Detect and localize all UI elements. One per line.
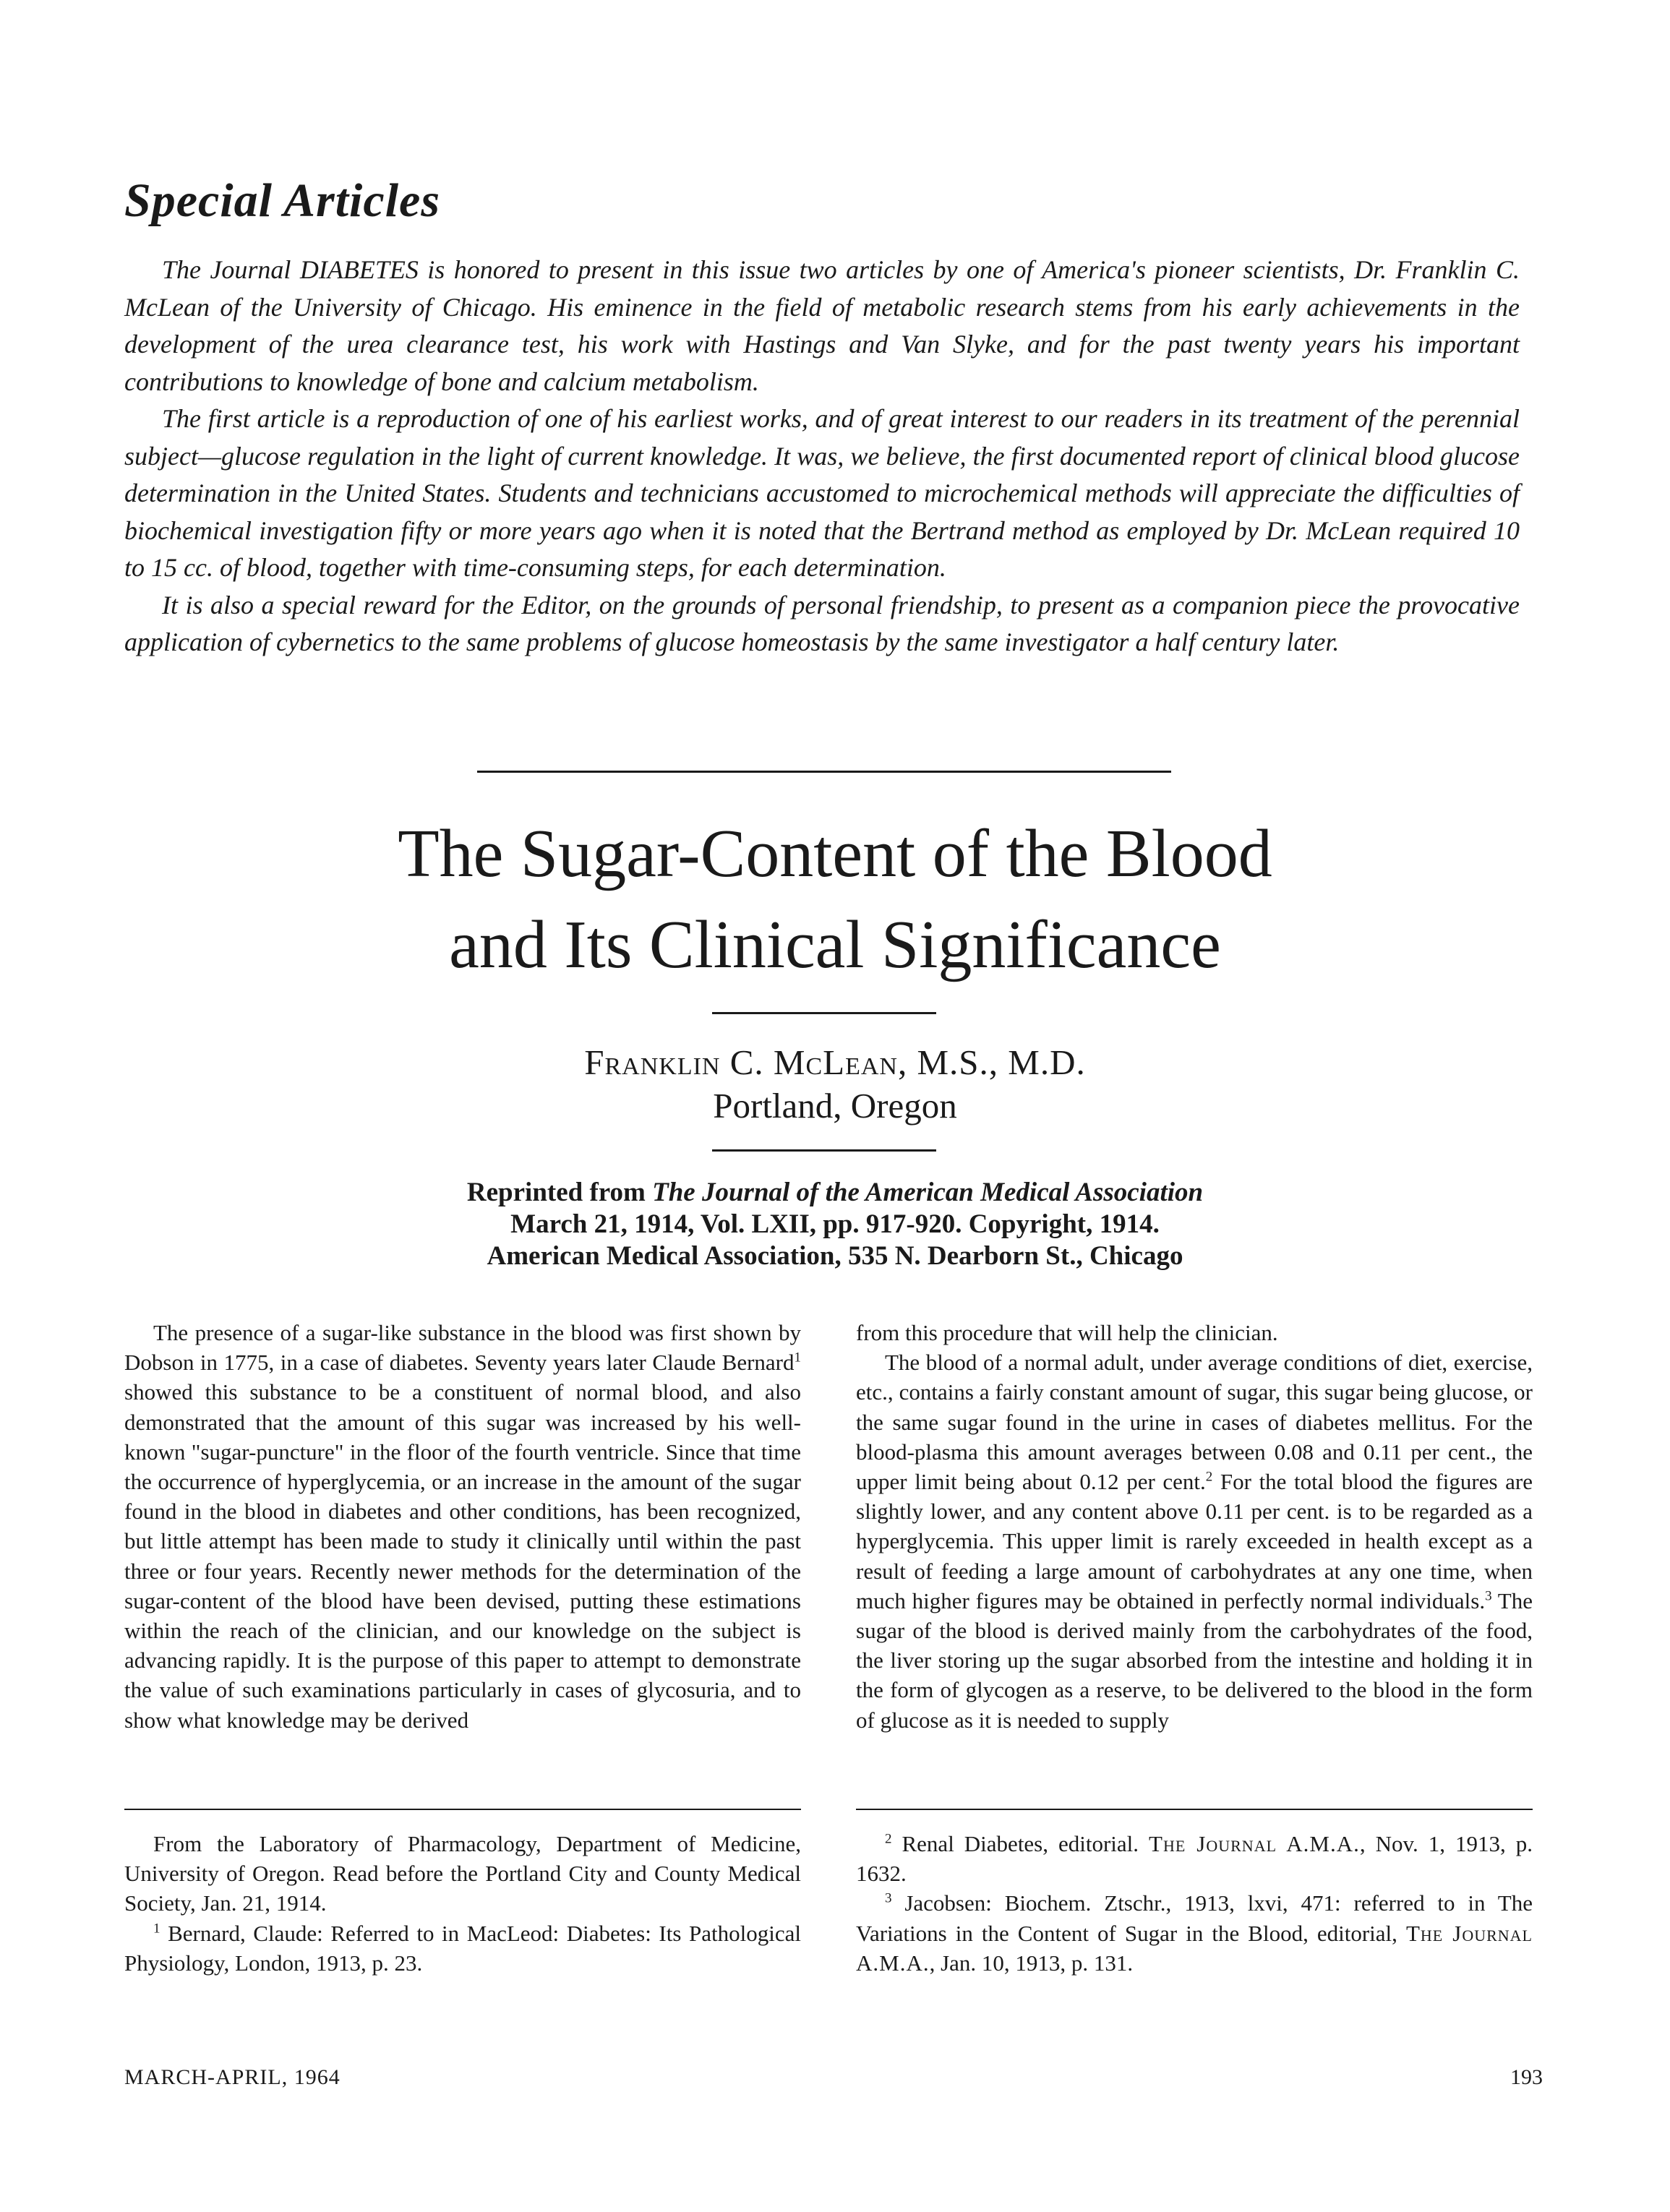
issue-date: MARCH-APRIL, 1964 <box>124 2065 341 2089</box>
footnote-text: Jacobsen: Biochem. Ztschr., 1913, lxvi, 471: referred to in The Variations in the Content of Sugar in the Blood, editorial, <box>856 1890 1533 1946</box>
reprint-line <box>217 1177 1453 1209</box>
footnote-journal: The Journal A.M.A. <box>1149 1831 1360 1856</box>
body-column-left <box>124 1318 801 1735</box>
body-paragraph: from this procedure that will help the clinician. <box>856 1320 1278 1345</box>
divider-rule <box>712 1149 936 1152</box>
body-text: For the total blood the figures are slightly lower, and any content above 0.11 per cent. is to be regarded as a hyperglycemia. This upper limit is rarely exceeded in health except as a result of feeding a large amount of carbohydrates at any one time, when much higher figures may be obtained in perfectly normal individuals. <box>856 1469 1533 1613</box>
intro-paragraph: The first article is a reproduction of one of his earliest works, and of great interest to our readers in its treatment of the perennial subject—glucose regulation in the light of current knowledge. It was, we believe, the first documented report of clinical blood glucose determination in the United States. Students and technicians accustomed to microchemical methods will appreciate the difficulties of biochemical investigation fifty or more years ago when it is noted that the Bertrand method as employed by Dr. McLean required 10 to 15 cc. of blood, together with time-consuming steps, for each determination. <box>124 404 1520 582</box>
body-column-right <box>856 1318 1533 1735</box>
reprint-prefix: Reprinted from <box>466 1178 646 1207</box>
section-heading: Special Articles <box>124 174 441 227</box>
title-line: and Its Clinical Significance <box>449 907 1221 982</box>
author-location: Portland, Oregon <box>713 1086 957 1126</box>
footnote-journal: The Journal A.M.A. <box>856 1920 1533 1976</box>
title-line: The Sugar-Content of the Blood <box>398 816 1272 891</box>
footnotes-left <box>124 1829 801 1978</box>
reprint-line: March 21, 1914, Vol. LXII, pp. 917-920. Copyright, 1914. <box>510 1209 1160 1239</box>
author-name: Franklin C. McLean, M.S., M.D. <box>584 1042 1086 1082</box>
footnote-ref: 1 <box>794 1350 801 1366</box>
intro-paragraph: It is also a special reward for the Editor, on the grounds of personal friendship, to present as a companion piece the provocative application of cybernetics to the same problems of glucose homeostasis by the same investigator a half century later. <box>124 590 1520 656</box>
footnote-text: Bernard, Claude: Referred to in MacLeod: Diabetes: Its Pathological Physiology, London, 1913, p. 23. <box>124 1920 801 1976</box>
body-text: The presence of a sugar-like substance in the blood was first shown by Dobson in 1775, in a case of diabetes. Seventy years later Claude Bernard <box>124 1320 801 1376</box>
reprint-line: American Medical Association, 535 N. Dearborn St., Chicago <box>487 1241 1183 1271</box>
article-title <box>217 808 1453 990</box>
body-text: showed this substance to be a constituent of normal blood, and also demonstrated that the amount of this sugar was increased by his well-known "sugar-puncture" in the floor of the fourth ventricle. Since that time the occurrence of hyperglycemia, or an increase in the amount of the sugar found in the blood in diabetes and other conditions, has been recognized, but little attempt has been made to study it clinically until within the past three or four years. Recently newer methods for the determination of the sugar-content of the blood have been devised, putting these estimations within the reach of the clinician, and our knowledge on the subject is advancing rapidly. It is the purpose of this paper to attempt to demonstrate the value of such examinations particularly in cases of glycosuria, and to show what knowledge may be derived <box>124 1379 801 1733</box>
footnote-rule <box>856 1809 1533 1810</box>
reprint-journal: The Journal of the American Medical Association <box>652 1178 1204 1207</box>
footnote-mark: 3 <box>885 1891 892 1907</box>
footnote-text: Renal Diabetes, editorial. <box>891 1831 1149 1856</box>
divider-rule <box>712 1012 936 1014</box>
footnote <box>856 1829 1533 1888</box>
body-paragraph <box>856 1347 1533 1735</box>
body-paragraph <box>124 1318 801 1735</box>
footnotes-right <box>856 1829 1533 1978</box>
reprint-notice <box>217 1177 1453 1272</box>
footnote-ref: 3 <box>1485 1588 1492 1604</box>
affiliation-note: From the Laboratory of Pharmacology, Department of Medicine, University of Oregon. Read before the Portland City and County Medical Society, Jan. 21, 1914. <box>124 1831 801 1916</box>
footnote-mark: 1 <box>153 1921 160 1937</box>
divider-rule <box>477 771 1171 773</box>
intro-paragraph: The Journal DIABETES is honored to present in this issue two articles by one of America's pioneer scientists, Dr. Franklin C. McLean of the University of Chicago. His eminence in the field of metabolic research stems from his early achievements in the development of the urea clearance test, his work with Hastings and Van Slyke, and for the past twenty years his important contributions to knowledge of bone and calcium metabolism. <box>124 255 1520 396</box>
body-text: The blood of a normal adult, under average conditions of diet, exercise, etc., contains a fairly constant amount of sugar, this sugar being glucose, or the same sugar found in the urine in cases of diabetes mellitus. For the blood-plasma this amount averages between 0.08 and 0.11 per cent., the upper limit being about 0.12 per cent. <box>856 1350 1533 1495</box>
editor-introduction <box>124 252 1520 661</box>
footnote-mark: 2 <box>885 1831 892 1847</box>
footnote-text: , Jan. 10, 1913, p. 131. <box>929 1950 1134 1976</box>
page-number: 193 <box>1510 2065 1543 2089</box>
footnote <box>124 1919 801 1978</box>
footnote-ref: 2 <box>1205 1469 1213 1485</box>
author-block <box>217 1041 1453 1128</box>
footnote-text: , Nov. 1, 1913, p. 1632. <box>856 1831 1533 1887</box>
footnote-rule <box>124 1809 801 1810</box>
body-text: The sugar of the blood is derived mainly from the carbohydrates of the food, the liver storing up the sugar absorbed from the intestine and holding it in the form of glycogen as a reserve, to be delivered to the blood in the form of glucose as it is needed to supply <box>856 1587 1533 1733</box>
footnote <box>856 1888 1533 1978</box>
